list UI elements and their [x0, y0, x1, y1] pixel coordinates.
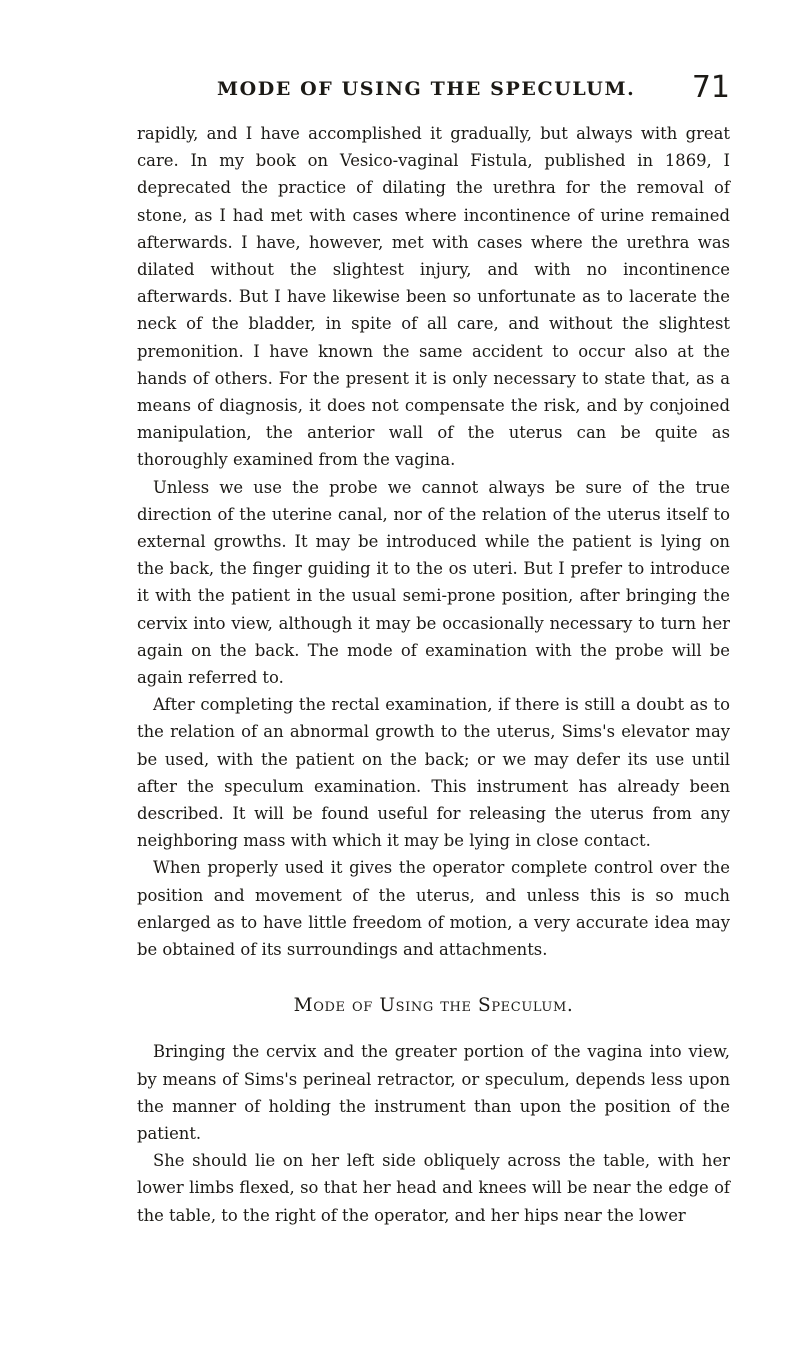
paragraph-continuation: rapidly, and I have accomplished it gradually, but always with great care. In my book on Vesico-vaginal Fistula, published in 1869, I deprecated the practice of dilating the urethra for the removal of stone, as I had met with cases where incontinence of urine remained afterwards. I have, however, met with cases where the urethra was dilated without the slightest injury, and with no incontinence afterwards. But I have likewise been so unfortunate as to lacerate the neck of the bladder, in spite of all care, and without the slightest premonition. I have known the same accident to occur also at the hands of others. For the present it is only necessary to state that, as a means of diagnosis, it does not compensate the risk, and by conjoined manipulation, the anterior wall of the uterus can be quite as thoroughly examined from the vagina.: [137, 124, 730, 470]
paragraph-rectal-examination: After completing the rectal examination, if there is still a doubt as to the relation of an abnormal growth to the uterus, Sims's elevator may be used, with the patient on the back; or we may defer its use until after the speculum examination. This instrument has already been described. It will be found useful for releasing the uterus from any neighboring mass with which it may be lying in close contact.: [137, 695, 730, 851]
paragraph-speculum-view: Bringing the cervix and the greater portion of the vagina into view, by means of Sims's perineal retractor, or speculum, depends less upon the manner of holding the instrument than upon the position of the patient.: [137, 1042, 730, 1143]
page-number: 71: [691, 70, 730, 105]
section-heading: Mode of Using the Speculum.: [293, 995, 574, 1017]
paragraph-probe: Unless we use the probe we cannot always be sure of the true direction of the uterine canal, nor of the relation of the uterus itself to external growths. It may be introduced while the patient is lying on the back, the finger guiding it to the os uteri. But I prefer to introduce it with the patient in the usual semi-prone position, after bringing the cervix into view, although it may be occasionally necessary to turn her again on the back. The mode of examination with the probe will be again referred to.: [137, 477, 730, 688]
paragraph-patient-position: She should lie on her left side obliquely across the table, with her lower limbs flexed, so that her head and knees will be near the edge of the table, to the right of the operator, and her hips near the lower: [137, 1151, 730, 1225]
paragraph-elevator-use: When properly used it gives the operator complete control over the position and movement of the uterus, and unless this is so much enlarged as to have little freedom of motion, a very accurate idea may be obtained of its surroundings and attachments.: [137, 858, 730, 960]
running-head: [137, 70, 730, 108]
body-text: [137, 120, 730, 1229]
running-title: MODE OF USING THE SPECULUM.: [217, 78, 636, 100]
